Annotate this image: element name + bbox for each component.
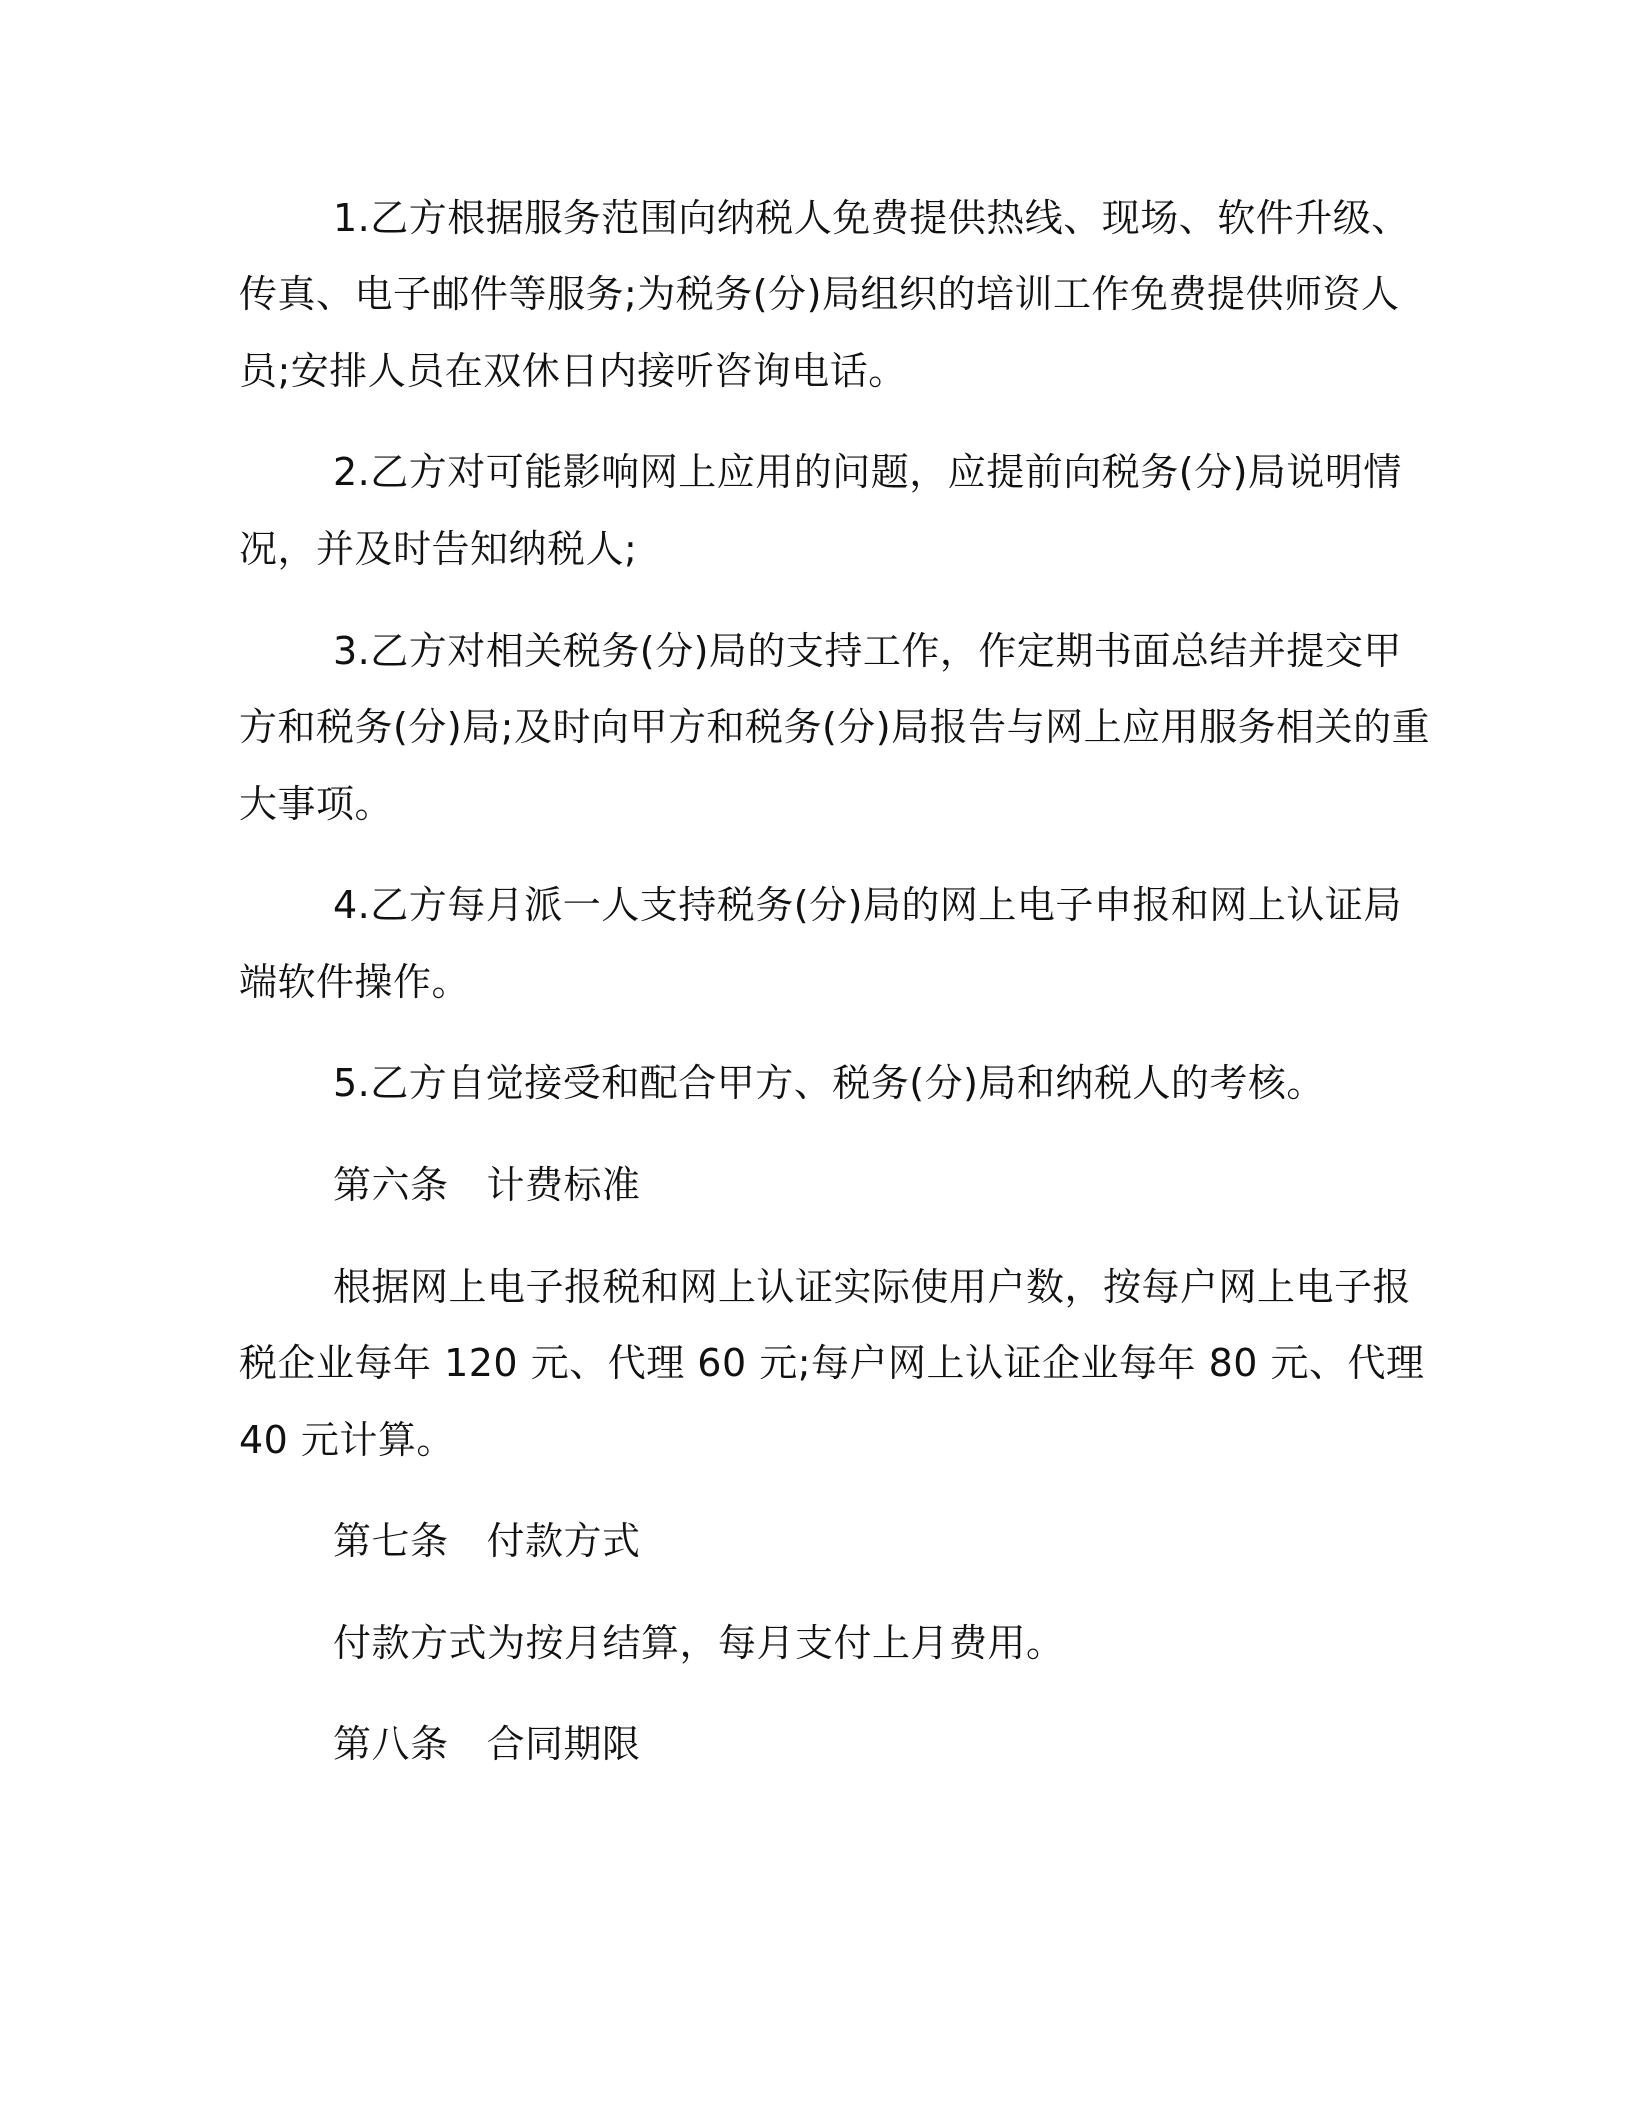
article-7-title: 付款方式 (486, 1519, 641, 1563)
article-6-number: 第六条 (333, 1163, 449, 1207)
article-8-number: 第八条 (333, 1722, 449, 1766)
paragraph-1-line-3: 员;安排人员在双休日内接听咨询电话。 (239, 349, 907, 393)
paragraph-2-line-2: 况，并及时告知纳税人; (239, 527, 638, 571)
paragraph-7-line-1: 付款方式为按月结算，每月支付上月费用。 (333, 1621, 1065, 1665)
article-6-heading (333, 1161, 641, 1209)
paragraph-1-line-2: 传真、电子邮件等服务;为税务(分)局组织的培训工作免费提供师资人 (239, 272, 1400, 316)
paragraph-5-line-1: 5.乙方自觉接受和配合甲方、税务(分)局和纳税人的考核。 (333, 1061, 1325, 1105)
paragraph-2-line-1: 2.乙方对可能影响网上应用的问题，应提前向税务(分)局说明情 (333, 450, 1402, 494)
paragraph-3-line-3: 大事项。 (239, 782, 394, 826)
paragraph-3-line-2: 方和税务(分)局;及时向甲方和税务(分)局报告与网上应用服务相关的重 (239, 705, 1431, 749)
article-7-number: 第七条 (333, 1519, 449, 1563)
paragraph-4-line-1: 4.乙方每月派一人支持税务(分)局的网上电子申报和网上认证局 (333, 883, 1402, 927)
paragraph-4-line-2: 端软件操作。 (239, 960, 471, 1004)
article-6-title: 计费标准 (486, 1163, 641, 1207)
paragraph-6-line-1: 根据网上电子报税和网上认证实际使用户数，按每户网上电子报 (333, 1265, 1412, 1309)
paragraph-6-line-2: 税企业每年 120 元、代理 60 元;每户网上认证企业每年 80 元、代理 (239, 1341, 1425, 1385)
paragraph-3-line-1: 3.乙方对相关税务(分)局的支持工作，作定期书面总结并提交甲 (333, 629, 1402, 673)
article-7-heading (333, 1517, 641, 1565)
article-8-heading (333, 1720, 641, 1768)
paragraph-6-line-3: 40 元计算。 (239, 1418, 455, 1462)
article-8-title: 合同期限 (486, 1722, 641, 1766)
paragraph-1-line-1: 1.乙方根据服务范围向纳税人免费提供热线、现场、软件升级、 (333, 196, 1410, 240)
